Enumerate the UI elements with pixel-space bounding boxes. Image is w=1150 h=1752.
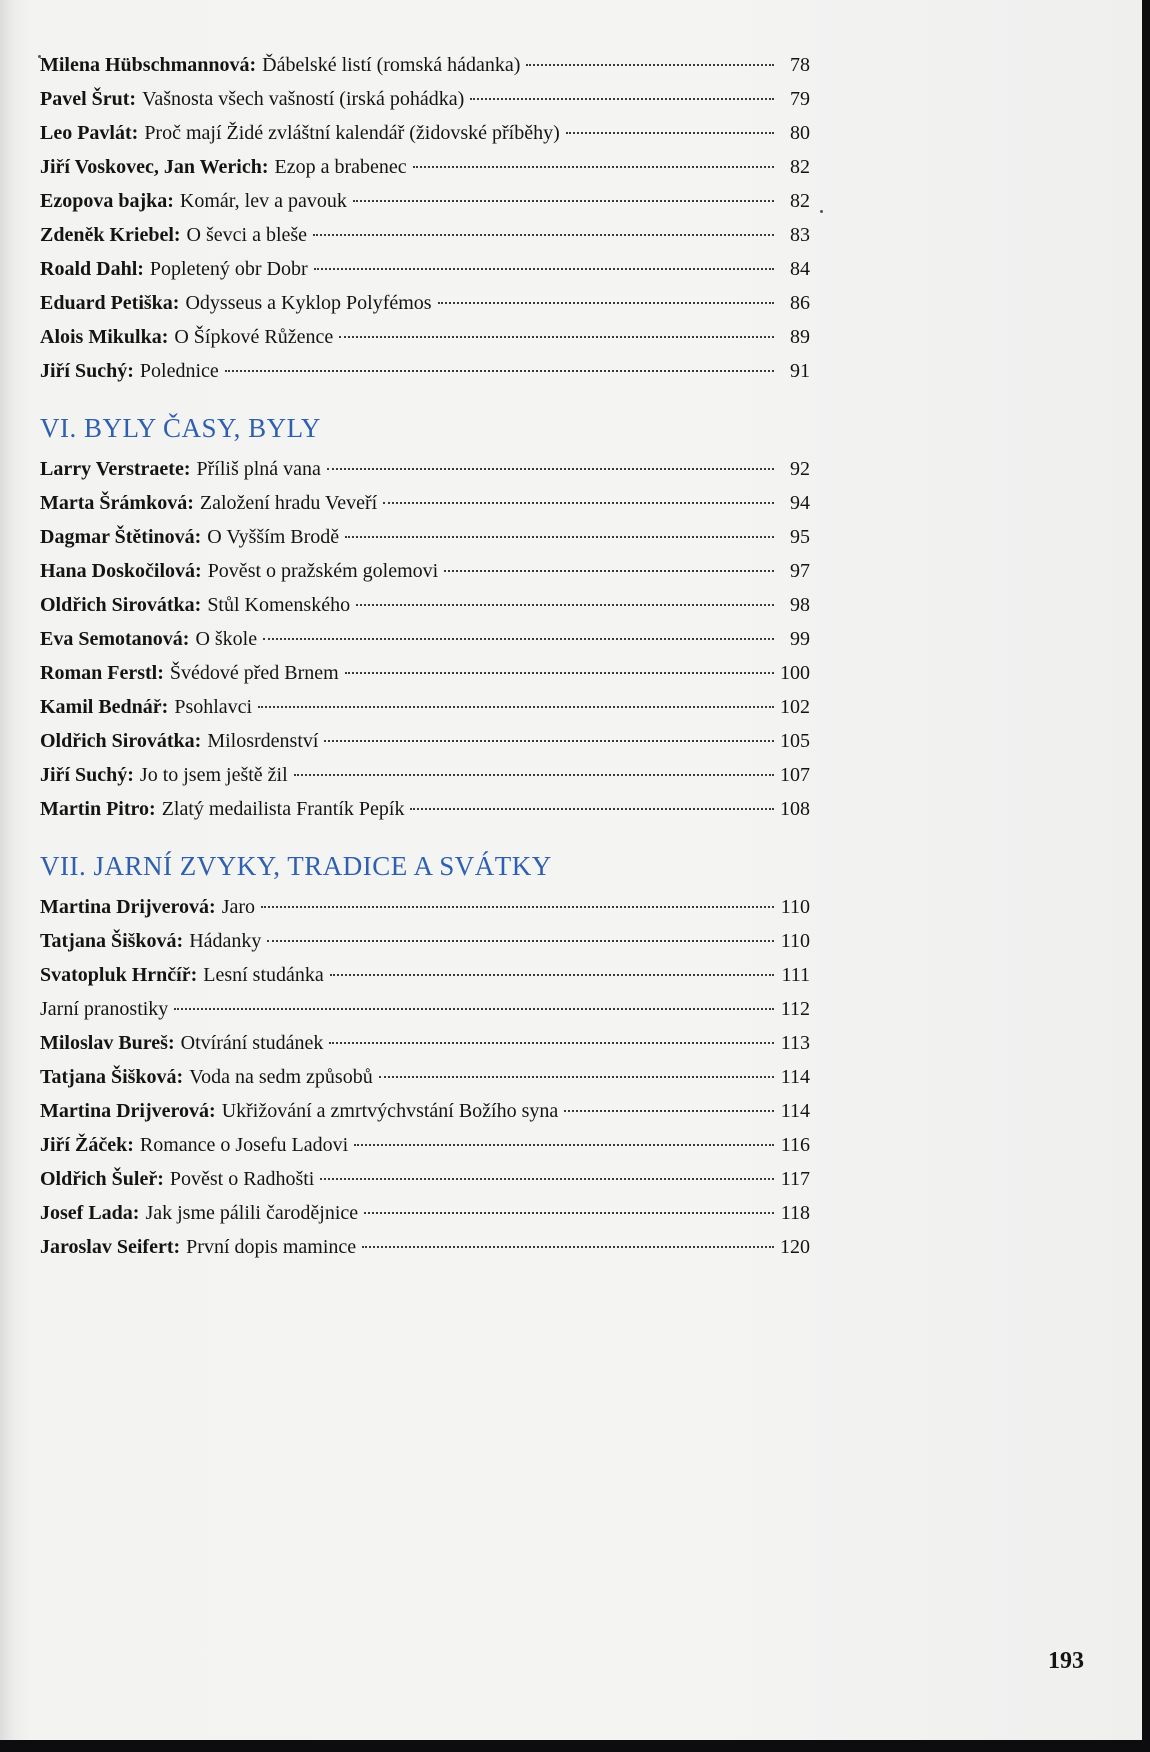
entry-title: Ezop a brabenec xyxy=(274,156,407,178)
entry-author: Milena Hübschmannová: xyxy=(40,54,257,76)
section-heading-vi: VI. BYLY ČASY, BYLY xyxy=(40,413,321,443)
entry-page-number: 80 xyxy=(790,122,810,144)
entry-page-number: 107 xyxy=(780,764,810,786)
dot-leader xyxy=(413,166,774,168)
dot-leader xyxy=(356,604,774,606)
entry-author: Jiří Voskovec, Jan Werich: xyxy=(40,156,269,178)
entry-page-number: 92 xyxy=(790,458,810,480)
entry-page-number: 91 xyxy=(790,360,810,382)
entry-title: Hádanky xyxy=(189,930,262,952)
dot-leader xyxy=(470,98,774,100)
entry-author: Eva Semotanová: xyxy=(40,628,190,650)
entry-title: Popletený obr Dobr xyxy=(149,258,308,280)
entry-page-number: 113 xyxy=(780,1032,810,1054)
entry-title: První dopis mamince xyxy=(186,1236,357,1258)
toc-entry[interactable] xyxy=(40,588,810,622)
entry-title: Stůl Komenského xyxy=(207,594,351,616)
entry-title: Odysseus a Kyklop Polyfémos xyxy=(185,292,432,314)
dot-leader xyxy=(267,940,774,942)
entry-title: Ďábelské listí (romská hádanka) xyxy=(262,54,521,76)
entry-author: Josef Lada: xyxy=(40,1202,140,1224)
entry-page-number: 117 xyxy=(780,1168,810,1190)
toc-entry[interactable] xyxy=(40,452,810,486)
entry-page-number: 116 xyxy=(780,1134,810,1156)
dot-leader xyxy=(294,774,774,776)
entry-author: Martina Drijverová: xyxy=(40,1100,216,1122)
dot-leader xyxy=(444,570,774,572)
dot-leader xyxy=(330,974,774,976)
dot-leader xyxy=(261,906,774,908)
entry-author: Eduard Petiška: xyxy=(40,292,180,314)
section-heading-vii: VII. JARNÍ ZVYKY, TRADICE A SVÁTKY xyxy=(40,851,552,881)
entry-title: Voda na sedm způsobů xyxy=(189,1066,373,1088)
entry-title: Jo to jsem ještě žil xyxy=(139,764,288,786)
dot-leader xyxy=(379,1076,774,1078)
entry-title: Romance o Josefu Ladovi xyxy=(139,1134,349,1156)
entry-page-number: 114 xyxy=(780,1100,810,1122)
entry-page-number: 82 xyxy=(790,190,810,212)
entry-author: Oldřich Šuleř: xyxy=(40,1168,164,1190)
entry-author: Martin Pitro: xyxy=(40,798,156,820)
dot-leader xyxy=(313,234,774,236)
toc-group-top xyxy=(40,48,810,388)
entry-author: Oldřich Sirovátka: xyxy=(40,594,202,616)
dot-leader xyxy=(263,638,774,640)
toc-entry[interactable] xyxy=(40,992,810,1026)
toc-entry[interactable] xyxy=(40,1026,810,1060)
entry-title: Otvírání studánek xyxy=(180,1032,324,1054)
toc-entry[interactable] xyxy=(40,286,810,320)
entry-author: Jiří Žáček: xyxy=(40,1134,134,1156)
dot-leader xyxy=(320,1178,774,1180)
entry-title: Pověst o Radhošti xyxy=(169,1168,315,1190)
toc-entry[interactable] xyxy=(40,252,810,286)
entry-page-number: 98 xyxy=(790,594,810,616)
table-of-contents xyxy=(40,48,810,1264)
toc-entry[interactable] xyxy=(40,116,810,150)
entry-author: Dagmar Štětinová: xyxy=(40,526,202,548)
entry-title: Jak jsme pálili čarodějnice xyxy=(145,1202,359,1224)
toc-entry[interactable] xyxy=(40,48,810,82)
entry-page-number: 94 xyxy=(790,492,810,514)
entry-page-number: 112 xyxy=(780,998,810,1020)
entry-author: Jaroslav Seifert: xyxy=(40,1236,181,1258)
entry-page-number: 120 xyxy=(780,1236,810,1258)
entry-page-number: 111 xyxy=(781,964,810,986)
entry-author: Martina Drijverová: xyxy=(40,896,216,918)
toc-entry[interactable] xyxy=(40,320,810,354)
dot-leader xyxy=(410,808,774,810)
toc-entry[interactable] xyxy=(40,1128,810,1162)
entry-author: Hana Doskočilová: xyxy=(40,560,202,582)
entry-page-number: 100 xyxy=(780,662,810,684)
entry-author: Svatopluk Hrnčíř: xyxy=(40,964,198,986)
entry-author: Oldřich Sirovátka: xyxy=(40,730,202,752)
dot-leader xyxy=(314,268,774,270)
entry-author: Pavel Šrut: xyxy=(40,88,137,110)
entry-page-number: 89 xyxy=(790,326,810,348)
entry-author: Jiří Suchý: xyxy=(40,764,134,786)
entry-title: O ševci a bleše xyxy=(186,224,308,246)
entry-page-number: 102 xyxy=(780,696,810,718)
dot-leader xyxy=(566,132,774,134)
entry-title: O Vyšším Brodě xyxy=(207,526,340,548)
entry-title: Komár, lev a pavouk xyxy=(179,190,347,212)
toc-group-section-vii xyxy=(40,890,810,1264)
toc-entry[interactable] xyxy=(40,1162,810,1196)
entry-author: Jiří Suchý: xyxy=(40,360,134,382)
entry-page-number: 95 xyxy=(790,526,810,548)
toc-group-section-vi xyxy=(40,452,810,826)
dot-leader xyxy=(526,64,774,66)
entry-title: Jarní pranostiky xyxy=(40,998,169,1020)
toc-entry[interactable] xyxy=(40,82,810,116)
entry-page-number: 114 xyxy=(780,1066,810,1088)
entry-title: Lesní studánka xyxy=(203,964,324,986)
entry-title: O Šípkové Růžence xyxy=(174,326,334,348)
entry-page-number: 99 xyxy=(790,628,810,650)
entry-title: Jaro xyxy=(221,896,256,918)
dot-leader xyxy=(345,536,774,538)
entry-title: Proč mají Židé zvláštní kalendář (židovské příběhy) xyxy=(144,122,560,144)
toc-entry[interactable] xyxy=(40,792,810,826)
dot-leader xyxy=(329,1042,774,1044)
toc-entry[interactable] xyxy=(40,1196,810,1230)
toc-entry[interactable] xyxy=(40,924,810,958)
toc-entry[interactable] xyxy=(40,758,810,792)
dot-leader xyxy=(327,468,774,470)
entry-page-number: 118 xyxy=(780,1202,810,1224)
entry-title: Polednice xyxy=(139,360,219,382)
entry-author: Tatjana Šišková: xyxy=(40,1066,184,1088)
toc-entry[interactable] xyxy=(40,218,810,252)
entry-author: Ezopova bajka: xyxy=(40,190,174,212)
dot-leader xyxy=(225,370,774,372)
dot-leader xyxy=(258,706,774,708)
dot-leader xyxy=(364,1212,774,1214)
toc-entry[interactable] xyxy=(40,486,810,520)
entry-author: Miloslav Bureš: xyxy=(40,1032,175,1054)
entry-author: Marta Šrámková: xyxy=(40,492,194,514)
print-speck xyxy=(820,210,823,213)
toc-entry[interactable] xyxy=(40,1230,810,1264)
dot-leader xyxy=(345,672,774,674)
dot-leader xyxy=(438,302,774,304)
dot-leader xyxy=(362,1246,774,1248)
entry-title: Ukřižování a zmrtvýchvstání Božího syna xyxy=(221,1100,559,1122)
toc-entry[interactable] xyxy=(40,656,810,690)
toc-entry[interactable] xyxy=(40,622,810,656)
dot-leader xyxy=(383,502,774,504)
entry-page-number: 110 xyxy=(780,930,810,952)
entry-title: Příliš plná vana xyxy=(196,458,321,480)
dot-leader xyxy=(339,336,774,338)
entry-title: Švédové před Brnem xyxy=(169,662,339,684)
entry-page-number: 110 xyxy=(780,896,810,918)
entry-author: Kamil Bednář: xyxy=(40,696,169,718)
entry-page-number: 97 xyxy=(790,560,810,582)
entry-page-number: 79 xyxy=(790,88,810,110)
toc-entry[interactable] xyxy=(40,520,810,554)
entry-title: Psohlavci xyxy=(174,696,253,718)
entry-author: Larry Verstraete: xyxy=(40,458,191,480)
entry-author: Leo Pavlát: xyxy=(40,122,139,144)
toc-entry[interactable] xyxy=(40,1060,810,1094)
entry-title: Založení hradu Veveří xyxy=(199,492,378,514)
toc-entry[interactable] xyxy=(40,1094,810,1128)
entry-page-number: 82 xyxy=(790,156,810,178)
entry-author: Tatjana Šišková: xyxy=(40,930,184,952)
entry-title: Pověst o pražském golemovi xyxy=(207,560,439,582)
entry-page-number: 83 xyxy=(790,224,810,246)
dot-leader xyxy=(354,1144,774,1146)
entry-page-number: 86 xyxy=(790,292,810,314)
toc-entry[interactable] xyxy=(40,554,810,588)
entry-title: O škole xyxy=(195,628,258,650)
toc-entry[interactable] xyxy=(40,958,810,992)
toc-entry[interactable] xyxy=(40,724,810,758)
entry-title: Milosrdenství xyxy=(207,730,319,752)
entry-page-number: 105 xyxy=(780,730,810,752)
entry-author: Roald Dahl: xyxy=(40,258,144,280)
entry-title: Vašnosta všech vašností (irská pohádka) xyxy=(142,88,465,110)
entry-author: Zdeněk Kriebel: xyxy=(40,224,181,246)
entry-page-number: 78 xyxy=(790,54,810,76)
toc-entry[interactable] xyxy=(40,890,810,924)
entry-author: Roman Ferstl: xyxy=(40,662,164,684)
page-number: 193 xyxy=(1048,1648,1084,1674)
dot-leader xyxy=(174,1008,774,1010)
toc-entry[interactable] xyxy=(40,354,810,388)
toc-entry[interactable] xyxy=(40,184,810,218)
entry-author: Alois Mikulka: xyxy=(40,326,169,348)
toc-entry[interactable] xyxy=(40,690,810,724)
entry-page-number: 108 xyxy=(780,798,810,820)
dot-leader xyxy=(353,200,774,202)
toc-entry[interactable] xyxy=(40,150,810,184)
entry-title: Zlatý medailista Frantík Pepík xyxy=(161,798,405,820)
dot-leader xyxy=(564,1110,774,1112)
dot-leader xyxy=(324,740,774,742)
entry-page-number: 84 xyxy=(790,258,810,280)
